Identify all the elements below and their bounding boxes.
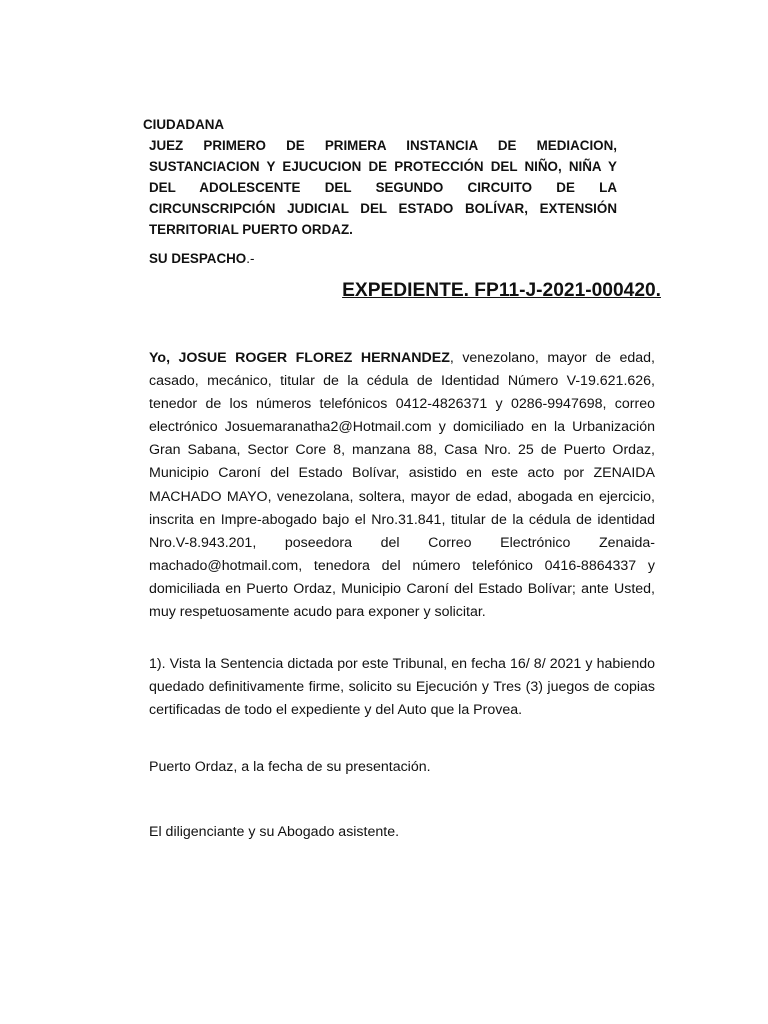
petitioner-name: Yo, JOSUE ROGER FLOREZ HERNANDEZ (149, 350, 450, 366)
place-date-line: Puerto Ordaz, a la fecha de su presentación. (149, 759, 431, 775)
despacho-tail: .- (246, 251, 255, 266)
intro-paragraph (149, 347, 655, 624)
intro-text: , venezolano, mayor de edad, casado, mecánico, titular de la cédula de Identidad Número V-19.621.626, tenedor de los números telefónicos 0412-4826371 y 0286-9947698, correo electrónico Josuemaranatha2@Hotmail.com y domiciliado en la Urbanización Gran Sabana, Sector Core 8, manzana 88, Casa Nro. 25 de Puerto Ordaz, Municipio Caroní del Estado Bolívar, asistido en este acto por ZENAIDA MACHADO MAYO, venezolana, soltera, mayor de edad, abogada en ejercicio, inscrita en Impre-abogado bajo el Nro.31.841, titular de la cédula de identidad Nro.V-8.943.201, poseedora del Correo Electrónico Zenaida-machado@hotmail.com, tenedora del número telefónico 0416-8864337 y domiciliada en Puerto Ordaz, Municipio Caroní del Estado Bolívar; ante Usted, muy respetuosamente acudo para exponer y solicitar. (149, 350, 655, 621)
despacho-label: SU DESPACHO (149, 251, 247, 266)
closing-line: El diligenciante y su Abogado asistente. (149, 824, 400, 840)
despacho-line (149, 250, 254, 268)
salutation: CIUDADANA (143, 117, 225, 132)
court-name: JUEZ PRIMERO DE PRIMERA INSTANCIA DE MEDIACION, SUSTANCIACION Y EJUCUCION DE PROTECCIÓN DEL NIÑO, NIÑA Y DEL ADOLESCENTE DEL SEGUNDO CIRCUITO DE LA CIRCUNSCRIPCIÓN JUDICIAL DEL ESTADO BOLÍVAR, EXTENSIÓN TERRITORIAL PUERTO ORDAZ. (149, 138, 617, 237)
petition-paragraph: 1). Vista la Sentencia dictada por este Tribunal, en fecha 16/ 8/ 2021 y habiendo quedado definitivamente firme, solicito su Ejecución y Tres (3) juegos de copias certificadas de todo el expediente y del Auto que la Provea. (149, 656, 655, 719)
case-number-heading: EXPEDIENTE. FP11-J-2021-000420. (342, 280, 661, 301)
addressee-block (143, 114, 617, 240)
